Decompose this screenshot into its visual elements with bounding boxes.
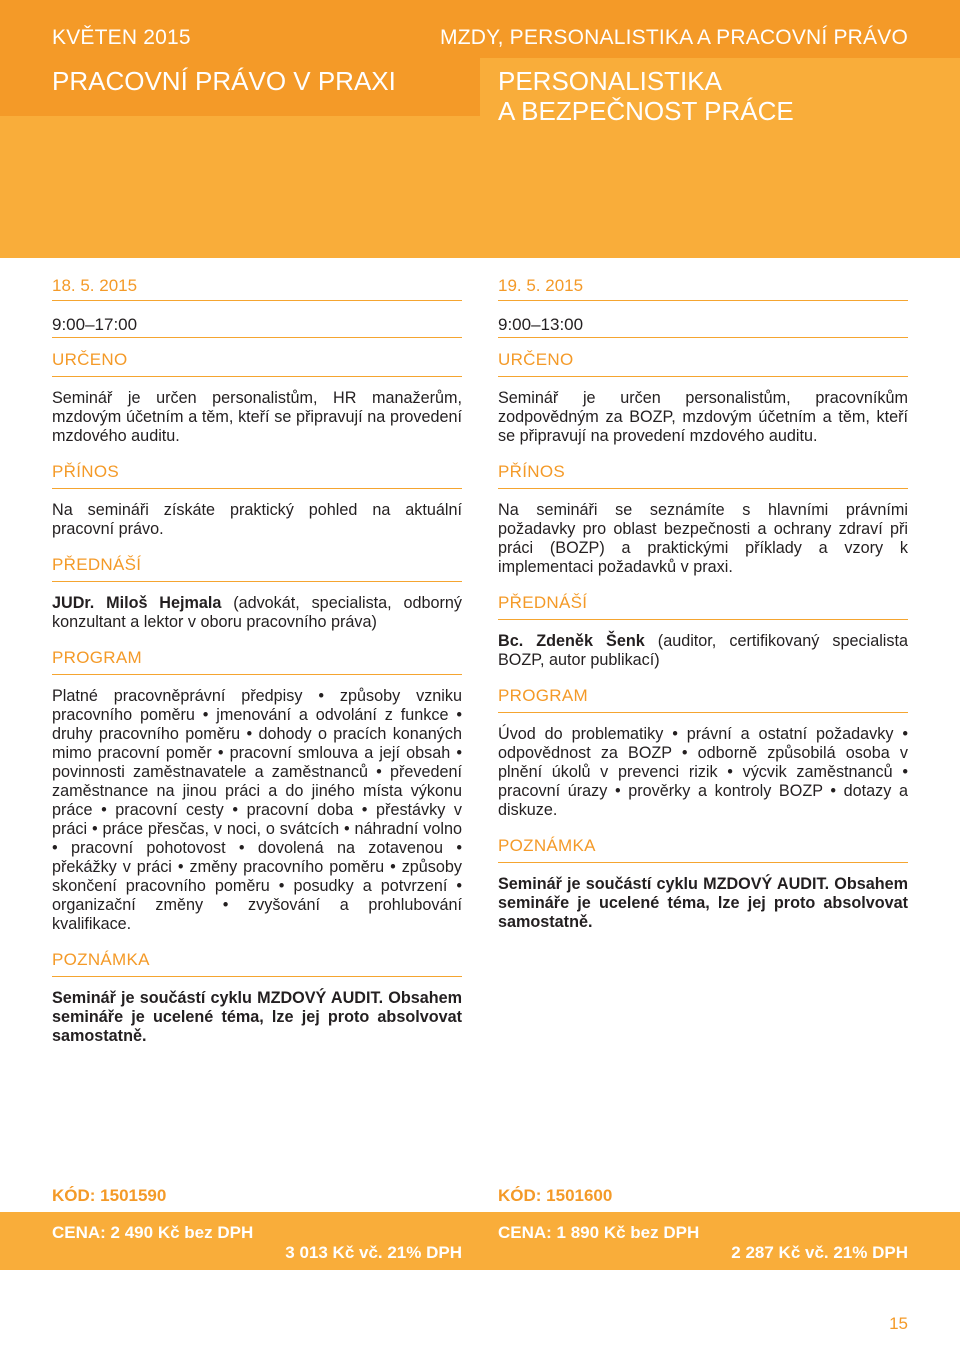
program-text: Platné pracovněprávní předpisy • způsoby vzniku pracovního poměru • jmenování a odvolání z funkce • druhy pracovního poměru • dohody o pracích konaných mimo pracovní poměr • pracovní smlouva a její obsah • povinnosti zaměstnavatele a zaměstnanců • převedení zaměstnance na jinou práci a do jiného místa výkonu práce • pracovní cesty • pracovní doba • přestávky v práci • práce přesčas, v noci, o svátcích • náhradní volno • pracovní pohotovost • dovolená na zotavenou • překážky v práci • změny pracovního poměru • způsoby skončení pracovního poměru • posudky a potvrzení • organizační změny • zvyšování a prohlubování kvalifikace. xyxy=(52,687,462,933)
right-seminar xyxy=(498,274,908,932)
program-heading: PROGRAM xyxy=(52,648,462,675)
right-price-vat: 2 287 Kč vč. 21% DPH xyxy=(731,1243,908,1262)
prednasi-heading: PŘEDNÁŠÍ xyxy=(52,555,462,582)
lecturer-description: (auditor, certifikovaný specialista BOZP, autor publikací) xyxy=(498,632,908,669)
section-title: MZDY, PERSONALISTIKA A PRACOVNÍ PRÁVO xyxy=(440,26,908,49)
prinos-text: Na semináři se seznámíte s hlavními právními požadavky pro oblast bezpečnosti a ochrany zdraví při práci (BOZP) a praktickými příklady a vzory k implementaci požadavků v praxi. xyxy=(498,501,908,576)
poznamka-heading: POZNÁMKA xyxy=(498,836,908,863)
prinos-heading: PŘÍNOS xyxy=(498,462,908,489)
prinos-heading: PŘÍNOS xyxy=(52,462,462,489)
seminar-time: 9:00–13:00 xyxy=(498,315,584,334)
urceno-text: Seminář je určen personalistům, HR manažerům, mzdovým účetním a těm, kteří se připravují na provedení mzdového auditu. xyxy=(52,389,462,445)
left-price: CENA: 2 490 Kč bez DPH xyxy=(52,1223,254,1242)
poznamka-heading: POZNÁMKA xyxy=(52,950,462,977)
right-seminar-title-line2: A BEZPEČNOST PRÁCE xyxy=(498,96,794,126)
right-course-code: KÓD: 1501600 xyxy=(498,1186,613,1205)
urceno-heading: URČENO xyxy=(52,350,462,377)
right-price: CENA: 1 890 Kč bez DPH xyxy=(498,1223,700,1242)
header xyxy=(0,0,960,258)
page-number: 15 xyxy=(889,1314,908,1333)
left-seminar xyxy=(52,274,462,1046)
left-course-code: KÓD: 1501590 xyxy=(52,1186,167,1205)
right-seminar-title-line1: PERSONALISTIKA xyxy=(498,66,722,96)
program-heading: PROGRAM xyxy=(498,686,908,713)
lecturer-name: Bc. Zdeněk Šenk xyxy=(498,632,645,650)
lecturer-description: (advokát, specialista, odborný konzultant a lektor v oboru pracovního práva) xyxy=(52,594,462,631)
prednasi-heading: PŘEDNÁŠÍ xyxy=(498,593,908,620)
issue-date: KVĚTEN 2015 xyxy=(52,26,191,49)
seminar-date: 18. 5. 2015 xyxy=(52,276,138,295)
left-seminar-title: PRACOVNÍ PRÁVO V PRAXI xyxy=(52,66,396,96)
urceno-text: Seminář je určen personalistům, pracovníkům zodpovědným za BOZP, mzdovým účetním a těm, kteří se připravují na provedení mzdového auditu. xyxy=(498,389,908,445)
poznamka-text: Seminář je součástí cyklu MZDOVÝ AUDIT. Obsahem semináře je ucelené téma, lze jej proto absolvovat samostatně. xyxy=(52,989,462,1045)
prinos-text: Na semináři získáte praktický pohled na aktuální pracovní právo. xyxy=(52,501,462,538)
left-price-vat: 3 013 Kč vč. 21% DPH xyxy=(285,1243,462,1262)
lecturer-name: JUDr. Miloš Hejmala xyxy=(52,594,222,612)
poznamka-text: Seminář je součástí cyklu MZDOVÝ AUDIT. Obsahem semináře je ucelené téma, lze jej proto absolvovat samostatně. xyxy=(498,875,908,931)
lecturer xyxy=(52,594,462,632)
program-text: Úvod do problematiky • právní a ostatní požadavky • odpovědnost za BOZP • odborně způsobilá osoba v plnění úkolů v prevenci rizik • výcvik zaměstnanců • pracovní úrazy • prověrky a kontroly BOZP • dotazy a diskuze. xyxy=(498,725,908,819)
lecturer xyxy=(498,632,908,670)
seminar-date: 19. 5. 2015 xyxy=(498,276,584,295)
urceno-heading: URČENO xyxy=(498,350,908,377)
seminar-time: 9:00–17:00 xyxy=(52,315,138,334)
